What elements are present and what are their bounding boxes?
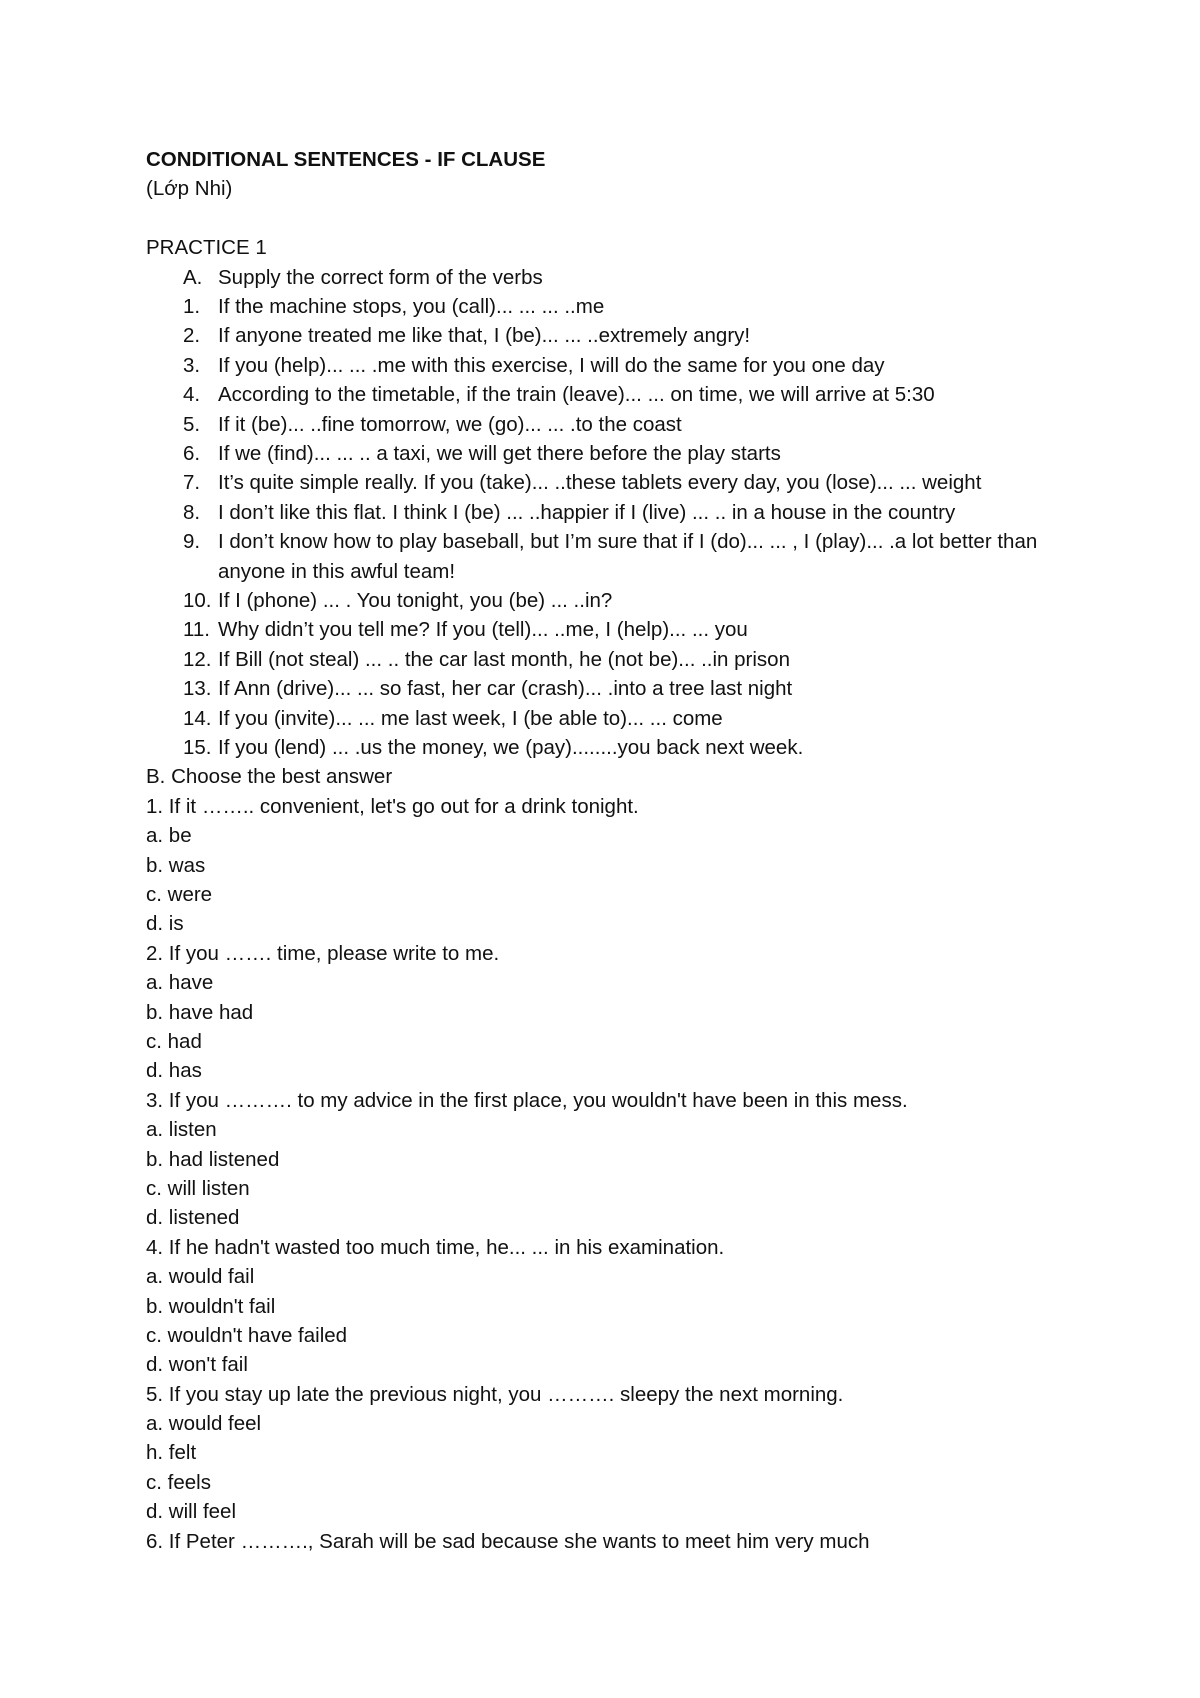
item-text: If anyone treated me like that, I (be)... ... ..extremely angry!: [218, 324, 751, 348]
answer-option: d. has: [146, 1059, 202, 1083]
section-a-marker: A.: [183, 265, 203, 289]
item-text: If Bill (not steal) ... .. the car last month, he (not be)... ..in prison: [218, 647, 790, 671]
item-number: 5.: [183, 412, 201, 436]
answer-option: a. have: [146, 971, 214, 995]
item-number: 14.: [183, 706, 212, 730]
exercise-item: [146, 733, 1106, 762]
exercise-item: [146, 645, 1106, 674]
exercise-item: [146, 410, 1106, 439]
item-text: If it (be)... ..fine tomorrow, we (go)... ... .to the coast: [218, 412, 682, 436]
answer-option: d. listened: [146, 1206, 240, 1230]
worksheet-page: [146, 145, 1106, 1556]
item-number: 7.: [183, 471, 201, 495]
exercise-item: [146, 380, 1106, 409]
item-number: 9.: [183, 530, 201, 554]
answer-option: a. listen: [146, 1118, 217, 1142]
item-number: 8.: [183, 500, 201, 524]
item-text: If I (phone) ... . You tonight, you (be) ... ..in?: [218, 589, 613, 613]
item-text: If you (help)... ... .me with this exercise, I will do the same for you one day: [218, 353, 885, 377]
item-text: If we (find)... ... .. a taxi, we will get there before the play starts: [218, 442, 781, 465]
exercise-item: [146, 321, 1106, 350]
answer-option: b. have had: [146, 1000, 254, 1024]
section-a-heading-text: Supply the correct form of the verbs: [218, 265, 543, 289]
class-subtitle: (Lớp Nhi): [146, 177, 233, 201]
answer-option: b. was: [146, 853, 206, 877]
item-text: According to the timetable, if the train (leave)... ... on time, we will arrive at 5:30: [218, 383, 935, 407]
practice-heading: PRACTICE 1: [146, 236, 267, 260]
exercise-item: [146, 704, 1106, 733]
item-text: If the machine stops, you (call)... ... ... ..me: [218, 294, 605, 318]
question-text: 1. If it …….. convenient, let's go out for a drink tonight.: [146, 794, 639, 818]
exercise-item: [146, 292, 1106, 321]
answer-option: c. will listen: [146, 1176, 250, 1200]
answer-option: a. would feel: [146, 1412, 262, 1436]
section-b-heading: B. Choose the best answer: [146, 765, 393, 789]
exercise-item: [146, 586, 1106, 615]
question-text: 6. If Peter ………., Sarah will be sad because she wants to meet him very much: [146, 1529, 870, 1553]
item-number: 11.: [183, 618, 210, 642]
exercise-item: [146, 615, 1106, 644]
question-text: 4. If he hadn't wasted too much time, he... ... in his examination.: [146, 1235, 725, 1259]
item-number: 12.: [183, 647, 212, 671]
answer-option: b. wouldn't fail: [146, 1294, 276, 1318]
item-number: 1.: [183, 294, 201, 318]
answer-option: d. will feel: [146, 1500, 237, 1524]
answer-option: c. wouldn't have failed: [146, 1323, 348, 1347]
question-text: 2. If you ……. time, please write to me.: [146, 941, 500, 965]
answer-option: a. would fail: [146, 1265, 255, 1289]
item-text: I don’t like this flat. I think I (be) ... ..happier if I (live) ... .. in a house in the country: [218, 500, 956, 524]
item-text: Why didn’t you tell me? If you (tell)... ..me, I (help)... ... you: [218, 618, 748, 642]
answer-option: h. felt: [146, 1441, 197, 1465]
item-text: If Ann (drive)... ... so fast, her car (crash)... .into a tree last night: [218, 677, 793, 701]
question-text: 5. If you stay up late the previous night, you ………. sleepy the next morning.: [146, 1382, 844, 1406]
item-number: 15.: [183, 736, 212, 760]
item-number: 3.: [183, 353, 201, 377]
answer-option: c. were: [146, 883, 213, 907]
item-text: If you (lend) ... .us the money, we (pay)........you back next week.: [218, 736, 804, 760]
answer-option: c. had: [146, 1029, 202, 1053]
item-number: 4.: [183, 383, 201, 407]
item-number: 13.: [183, 677, 212, 701]
item-number: 2.: [183, 324, 201, 348]
answer-option: c. feels: [146, 1470, 211, 1494]
section-a: [146, 263, 1106, 763]
answer-option: d. won't fail: [146, 1353, 248, 1377]
question-text: 3. If you ………. to my advice in the first place, you wouldn't have been in this mess.: [146, 1088, 908, 1112]
exercise-item: [146, 527, 1106, 586]
answer-option: a. be: [146, 824, 192, 848]
item-text: It’s quite simple really. If you (take)... ..these tablets every day, you (lose)... ... weight: [218, 471, 982, 495]
answer-option: d. is: [146, 912, 184, 936]
exercise-item: [146, 439, 1106, 468]
answer-option: b. had listened: [146, 1147, 280, 1171]
exercise-item: [146, 351, 1106, 380]
section-b: [146, 792, 1106, 1556]
item-text: I don’t know how to play baseball, but I’m sure that if I (do)... ... , I (play)... .a lot better than anyone in this awful team!: [218, 530, 1038, 583]
exercise-item: [146, 468, 1106, 497]
section-a-heading: [146, 263, 1106, 292]
exercise-item: [146, 674, 1106, 703]
item-number: 10.: [183, 589, 212, 613]
item-number: 6.: [183, 442, 201, 465]
exercise-item: [146, 498, 1106, 527]
document-title: CONDITIONAL SENTENCES - IF CLAUSE: [146, 148, 546, 171]
spacer: [146, 204, 1106, 233]
item-text: If you (invite)... ... me last week, I (be able to)... ... come: [218, 706, 723, 730]
